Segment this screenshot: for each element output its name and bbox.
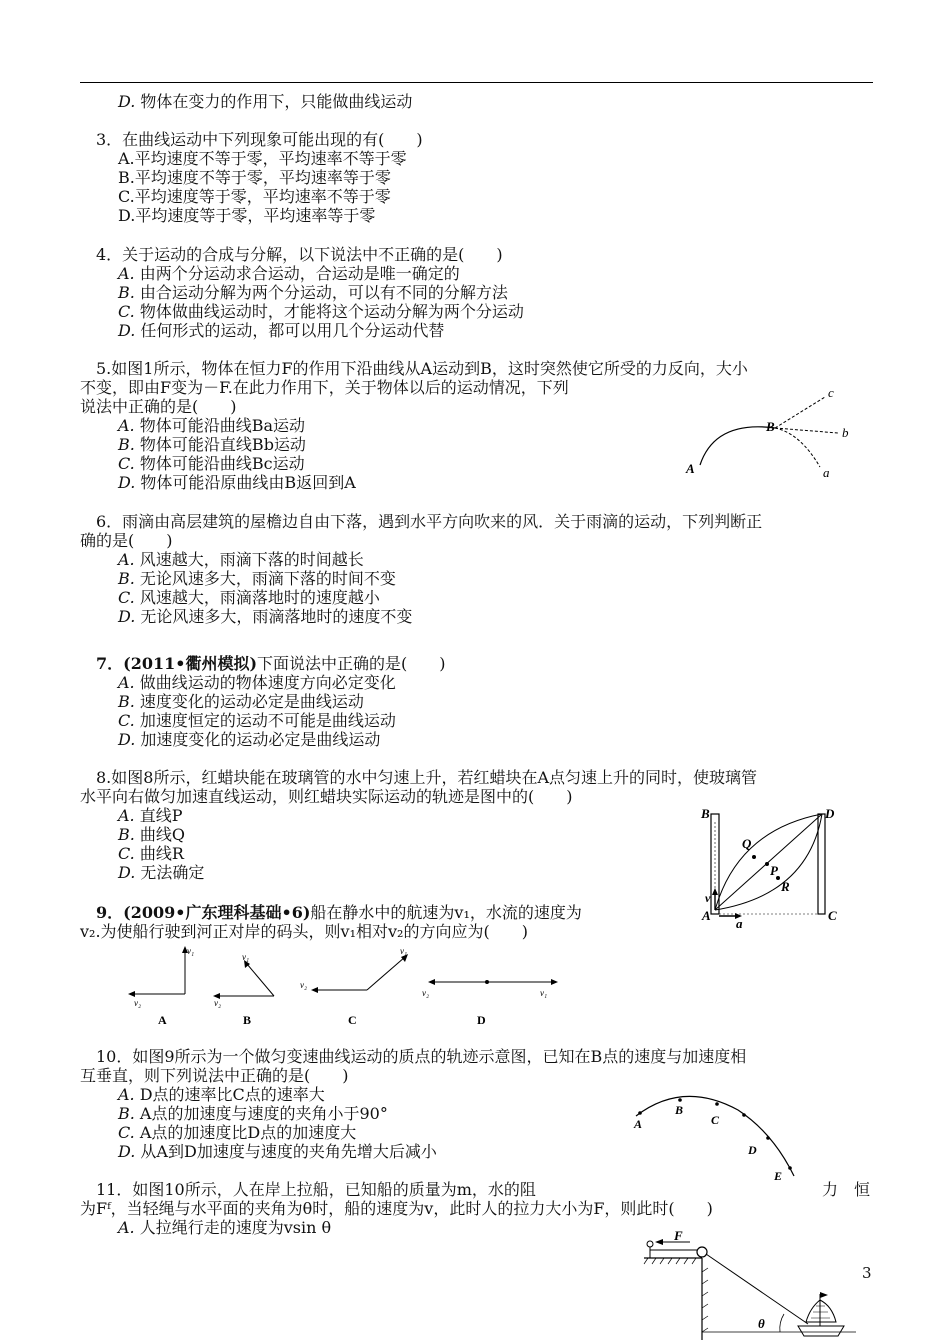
q10-option-a: A. D点的速率比C点的速率大 bbox=[118, 1085, 325, 1104]
q4-option-b: B. 由合运动分解为两个分运动，可以有不同的分解方法 bbox=[118, 283, 508, 302]
q8-option-d: D. 无法确定 bbox=[118, 863, 205, 882]
q9-a-v2: v₂ bbox=[134, 998, 142, 1008]
q9-option-c-diagram bbox=[300, 946, 408, 1027]
q5-option-c: C. 物体可能沿曲线Bc运动 bbox=[118, 454, 305, 473]
q8-fig-label-d: D bbox=[825, 806, 835, 821]
q8-stem-line1: 8.如图8所示，红蜡块能在玻璃管的水中匀速上升，若红蜡块在A点匀速上升的同时，使玻璃管 bbox=[96, 768, 758, 787]
q10-fig-label-b: B bbox=[675, 1103, 684, 1117]
q11-stem-line1b: 力 恒 bbox=[822, 1180, 871, 1199]
q5-option-a: A. 物体可能沿曲线Ba运动 bbox=[118, 416, 306, 435]
q6-option-d: D. 无论风速多大，雨滴落地时的速度不变 bbox=[118, 607, 413, 626]
q8-option-c: C. 曲线R bbox=[118, 844, 184, 863]
q9-figure bbox=[122, 942, 572, 1030]
q6-option-b: B. 无论风速多大，雨滴下落的时间不变 bbox=[118, 569, 396, 588]
q8-fig-label-a: a bbox=[736, 916, 743, 930]
q9-stem-line1: 9．(2009•广东理科基础•6)船在静水中的航速为v₁，水流的速度为 bbox=[96, 903, 582, 922]
q5-stem-line2: 不变，即由F变为－F.在此力作用下，关于物体以后的运动情况，下列 bbox=[80, 378, 569, 397]
boat-icon bbox=[798, 1292, 844, 1336]
q10-fig-label-d: D bbox=[748, 1143, 757, 1157]
q7-option-a: A. 做曲线运动的物体速度方向必定变化 bbox=[118, 673, 396, 692]
q4-option-a: A. 由两个分运动求合运动，合运动是唯一确定的 bbox=[118, 264, 460, 283]
q8-fig-label-p: P bbox=[770, 863, 778, 878]
q7-option-d: D. 加速度变化的运动必定是曲线运动 bbox=[118, 730, 381, 749]
q6-option-c: C. 风速越大，雨滴落地时的速度越小 bbox=[118, 588, 380, 607]
q10-fig-label-a: A bbox=[634, 1117, 643, 1131]
q4-option-c: C. 物体做曲线运动时，才能将这个运动分解为两个分运动 bbox=[118, 302, 524, 321]
q9-stem-line2: v₂.为使船行驶到河正对岸的码头，则v₁相对v₂的方向应为( ) bbox=[80, 922, 528, 941]
q3-option-b: B.平均速度不等于零，平均速率等于零 bbox=[118, 168, 391, 187]
q10-option-d: D. 从A到D加速度与速度的夹角先增大后减小 bbox=[118, 1142, 437, 1161]
q11-fig-label-f: F bbox=[674, 1228, 683, 1243]
page-number: 3 bbox=[862, 1264, 872, 1282]
q7-option-c: C. 加速度恒定的运动不可能是曲线运动 bbox=[118, 711, 396, 730]
q5-fig-label-a-point: A bbox=[686, 461, 695, 476]
q10-fig-label-c: C bbox=[711, 1113, 720, 1127]
q10-fig-label-e: E bbox=[774, 1169, 783, 1183]
q9-c-v2: v₂ bbox=[300, 980, 308, 990]
q11-fig-label-theta: θ bbox=[758, 1316, 765, 1331]
q9-b-v1: v₁ bbox=[242, 952, 250, 962]
q5-option-b: B. 物体可能沿直线Bb运动 bbox=[118, 435, 306, 454]
q9-a-label: A bbox=[158, 1013, 167, 1027]
q9-b-label: B bbox=[243, 1013, 252, 1027]
q9-c-label: C bbox=[348, 1013, 357, 1027]
q10-stem-line2: 互垂直，则下列说法中正确的是( ) bbox=[80, 1066, 349, 1085]
q3-option-d: D.平均速度等于零，平均速率等于零 bbox=[118, 206, 376, 225]
q9-option-b-diagram bbox=[213, 952, 274, 1027]
q8-fig-label-r: R bbox=[781, 879, 790, 894]
q5-option-d: D. 物体可能沿原曲线由B返回到A bbox=[118, 473, 356, 492]
q2-option-d: D. 物体在变力的作用下，只能做曲线运动 bbox=[118, 92, 413, 111]
q9-option-d-diagram bbox=[422, 979, 558, 1027]
q5-fig-label-c: c bbox=[828, 385, 834, 400]
q4-stem: 4．关于运动的合成与分解，以下说法中不正确的是( ) bbox=[96, 245, 503, 264]
q10-option-b: B. A点的加速度与速度的夹角小于90° bbox=[118, 1104, 388, 1123]
q8-fig-label-q: Q bbox=[742, 836, 752, 851]
q5-fig-label-b: b bbox=[842, 425, 849, 440]
q4-option-d: D. 任何形式的运动，都可以用几个分运动代替 bbox=[118, 321, 445, 340]
q5-figure bbox=[680, 385, 860, 485]
q10-option-c: C. A点的加速度比D点的加速度大 bbox=[118, 1123, 357, 1142]
q3-option-a: A.平均速度不等于零，平均速率不等于零 bbox=[118, 149, 407, 168]
q10-figure bbox=[628, 1088, 808, 1188]
q8-fig-label-a-point: A bbox=[702, 908, 711, 923]
q5-fig-label-a: a bbox=[823, 465, 830, 480]
q5-stem-line3: 说法中正确的是( ) bbox=[80, 397, 237, 416]
q8-fig-label-v: v bbox=[705, 891, 711, 905]
header-rule bbox=[80, 82, 873, 83]
q8-figure bbox=[698, 800, 848, 930]
q3-option-c: C.平均速度等于零，平均速率不等于零 bbox=[118, 187, 391, 206]
q11-stem-line2: 为Fᶠ，当轻绳与水平面的夹角为θ时，船的速度为v，此时人的拉力大小为F，则此时( ) bbox=[80, 1199, 713, 1218]
q6-stem-line2: 确的是( ) bbox=[80, 531, 173, 550]
q9-a-v1: v₁ bbox=[187, 946, 195, 956]
q8-fig-label-b: B bbox=[701, 806, 710, 821]
q6-option-a: A. 风速越大，雨滴下落的时间越长 bbox=[118, 550, 364, 569]
q5-stem-line1: 5.如图1所示，物体在恒力F的作用下沿曲线从A运动到B，这时突然使它所受的力反向，大小 bbox=[96, 359, 748, 378]
q10-stem-line1: 10．如图9所示为一个做匀变速曲线运动的质点的轨迹示意图，已知在B点的速度与加速度相 bbox=[96, 1047, 747, 1066]
q5-fig-label-b-point: B bbox=[766, 419, 775, 434]
q9-b-v2: v₂ bbox=[214, 998, 222, 1008]
q3-stem: 3．在曲线运动中下列现象可能出现的有( ) bbox=[96, 130, 423, 149]
q9-option-a-diagram bbox=[128, 946, 194, 1027]
q11-figure bbox=[640, 1228, 860, 1342]
q7-option-b: B. 速度变化的运动必定是曲线运动 bbox=[118, 692, 364, 711]
q7-stem: 7．(2011•衢州模拟)下面说法中正确的是( ) bbox=[96, 654, 446, 673]
q8-option-b: B. 曲线Q bbox=[118, 825, 186, 844]
q8-stem-line2: 水平向右做匀加速直线运动，则红蜡块实际运动的轨迹是图中的( ) bbox=[80, 787, 573, 806]
q9-c-v1: v₁ bbox=[400, 946, 408, 956]
q9-d-label: D bbox=[477, 1013, 486, 1027]
q6-stem-line1: 6．雨滴由高层建筑的屋檐边自由下落，遇到水平方向吹来的风．关于雨滴的运动，下列判断正 bbox=[96, 512, 763, 531]
q11-option-a: A. 人拉绳行走的速度为vsin θ bbox=[118, 1218, 332, 1237]
q9-d-v2: v₂ bbox=[422, 988, 430, 998]
q9-d-v1: v₁ bbox=[540, 988, 548, 998]
q8-fig-label-c: C bbox=[828, 908, 837, 923]
q8-option-a: A. 直线P bbox=[118, 806, 183, 825]
q11-stem-line1a: 11．如图10所示，人在岸上拉船，已知船的质量为m，水的阻 bbox=[96, 1180, 536, 1199]
